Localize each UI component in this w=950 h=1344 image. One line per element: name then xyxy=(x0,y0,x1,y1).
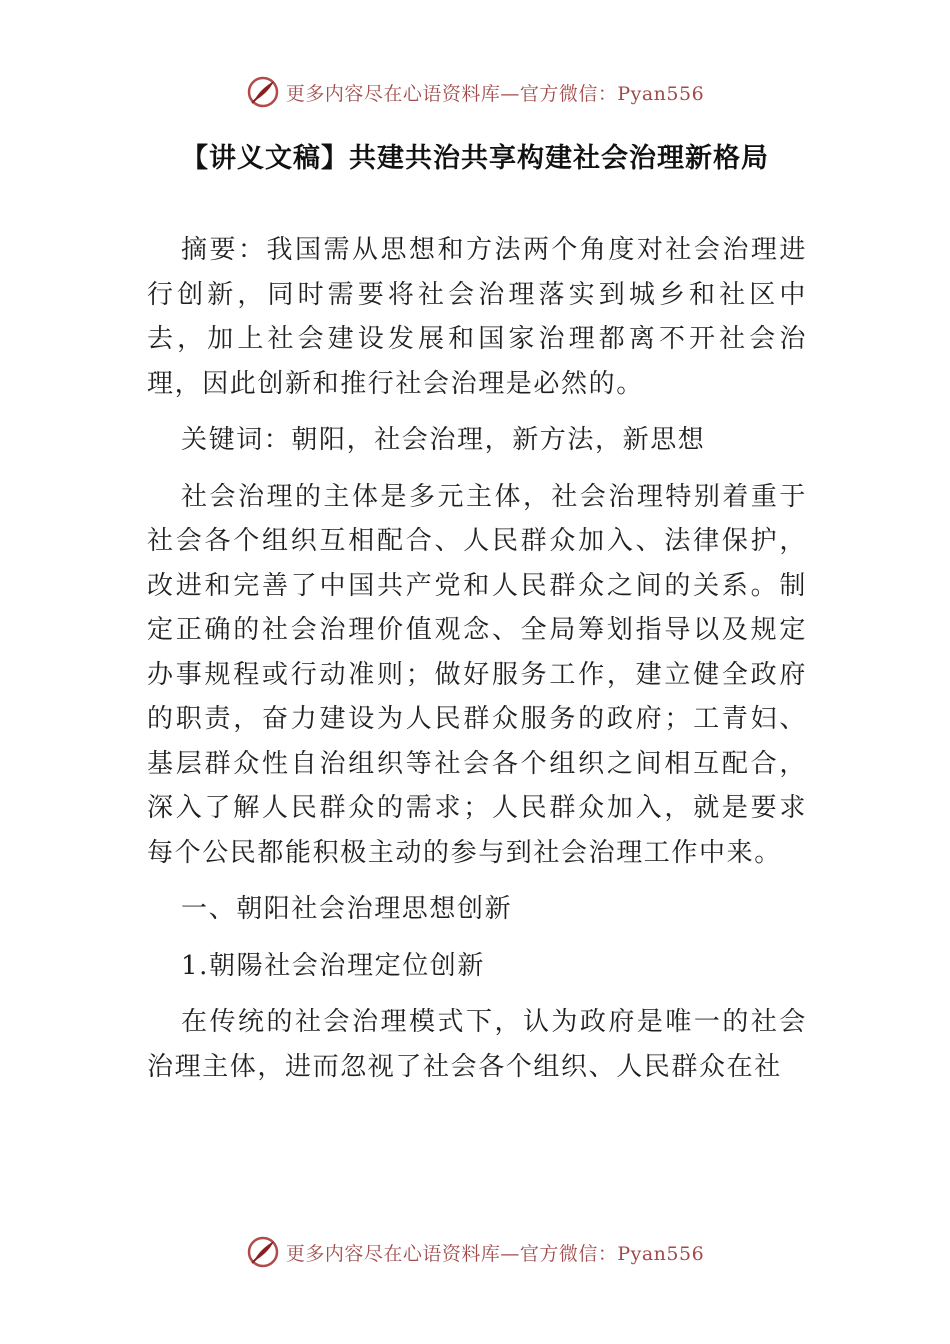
keywords-paragraph: 关键词：朝阳，社会治理，新方法，新思想 xyxy=(181,425,706,455)
footer-banner-text: 更多内容尽在心语资料库—官方微信：Pyan556 xyxy=(285,1242,705,1265)
header-banner xyxy=(0,72,950,112)
header-banner-text: 更多内容尽在心语资料库—官方微信：Pyan556 xyxy=(285,82,705,105)
footer-banner xyxy=(0,1232,950,1272)
subsection-heading: 1.朝陽社会治理定位创新 xyxy=(181,950,486,981)
document-title: 【讲义文稿】共建共治共享构建社会治理新格局 xyxy=(181,143,769,174)
abstract-paragraph: 摘要：我国需从思想和方法两个角度对社会治理进行创新，同时需要将社会治理落实到城乡和社区中去，加上社会建设发展和国家治理都离不开社会治理，因此创新和推行社会治理是必然的。 xyxy=(147,235,807,399)
section-heading: 一、朝阳社会治理思想创新 xyxy=(181,894,513,924)
document-body xyxy=(147,228,807,1101)
body-paragraph: 在传统的社会治理模式下，认为政府是唯一的社会治理主体，进而忽视了社会各个组织、人民群众在社 xyxy=(147,1007,807,1082)
body-paragraph: 社会治理的主体是多元主体，社会治理特别着重于社会各个组织互相配合、人民群众加入、法律保护，改进和完善了中国共产党和人民群众之间的关系。制定正确的社会治理价值观念、全局筹划指导以及规定办事规程或行动准则；做好服务工作，建立健全政府的职责，奋力建设为人民群众服务的政府；工青妇、基层群众性自治组织等社会各个组织之间相互配合，深入了解人民群众的需求；人民群众加入，就是要求每个公民都能积极主动的参与到社会治理工作中来。 xyxy=(147,481,807,868)
quill-logo-icon xyxy=(246,1235,280,1269)
quill-logo-icon xyxy=(246,75,280,109)
